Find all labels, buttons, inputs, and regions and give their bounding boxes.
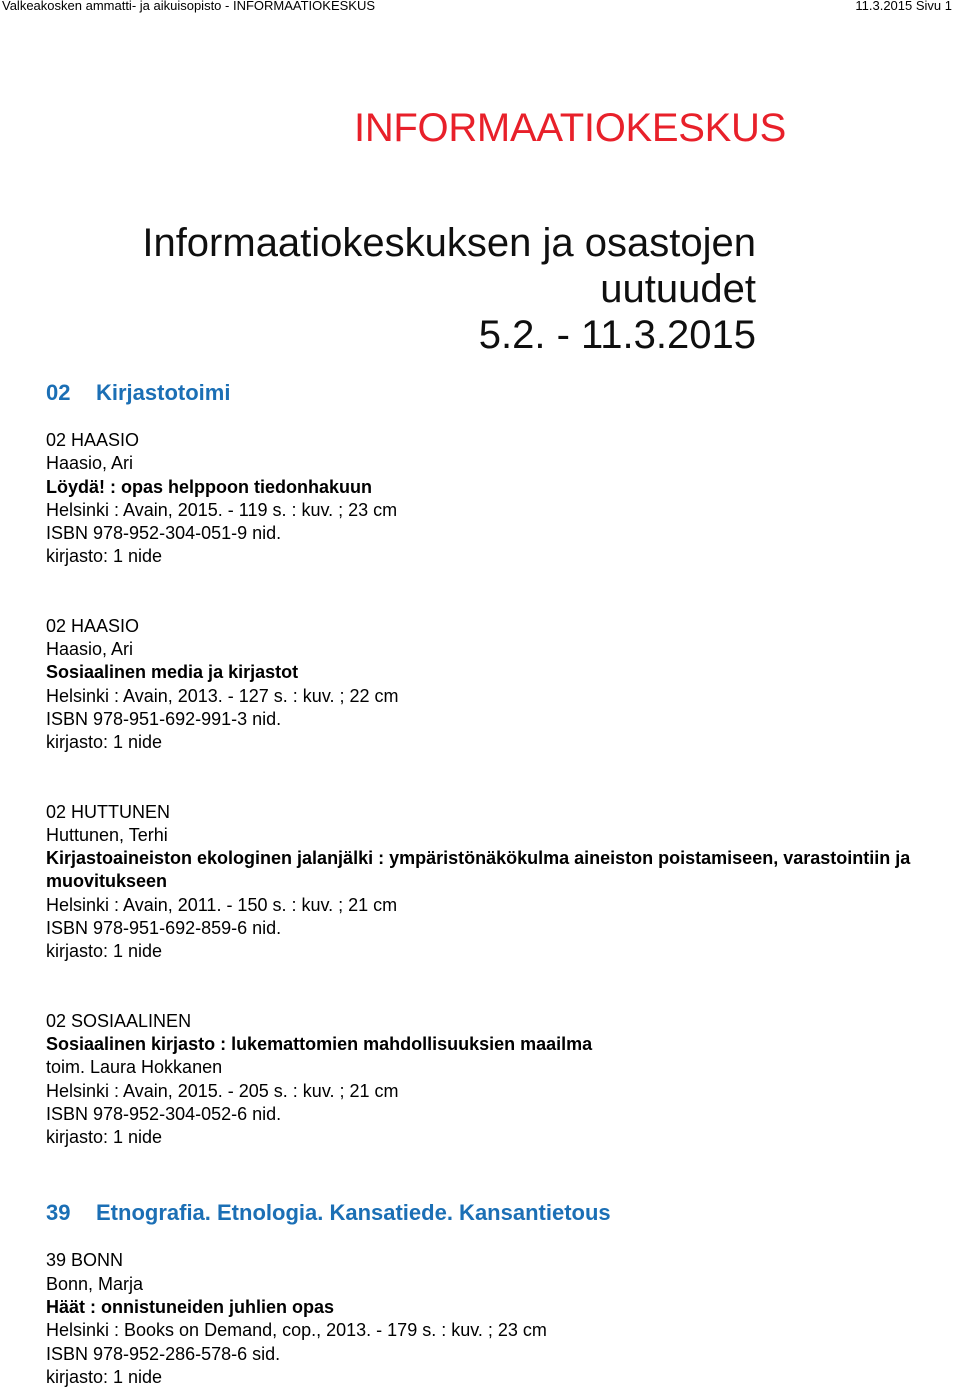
section-number: 39 xyxy=(46,1200,71,1226)
holdings: kirjasto: 1 nide xyxy=(46,1127,163,1148)
author: Huttunen, Terhi xyxy=(46,824,168,845)
page-header xyxy=(0,0,960,14)
section-etnografia xyxy=(46,1200,936,1389)
publication-info: Helsinki : Books on Demand, cop., 2013. - 179 s. : kuv. ; 23 cm xyxy=(46,1320,547,1341)
header-date-page: 11.3.2015 Sivu 1 xyxy=(855,0,952,13)
document-content xyxy=(46,380,936,1389)
list-item xyxy=(46,801,936,964)
author: Haasio, Ari xyxy=(46,639,134,660)
holdings: kirjasto: 1 nide xyxy=(46,546,163,567)
shelf-mark: 02 HAASIO xyxy=(46,615,140,636)
site-title: INFORMAATIOKESKUS xyxy=(354,106,786,150)
section-heading xyxy=(46,1200,936,1226)
section-heading xyxy=(46,380,936,406)
book-title: Kirjastoaineiston ekologinen jalanjälki : ympäristönäkökulma aineiston poistamiseen, varastointiin ja muovitukseen xyxy=(46,848,911,892)
author: Bonn, Marja xyxy=(46,1273,144,1294)
shelf-mark: 02 HAASIO xyxy=(46,430,140,450)
isbn: ISBN 978-952-304-051-9 nid. xyxy=(46,523,282,544)
main-heading-line-2: 5.2. - 11.3.2015 xyxy=(478,313,756,357)
publication-info: Helsinki : Avain, 2011. - 150 s. : kuv. ; 21 cm xyxy=(46,894,398,915)
main-heading-line-1: Informaatiokeskuksen ja osastojen uutuudet xyxy=(142,221,756,311)
book-title: Häät : onnistuneiden juhlien opas xyxy=(46,1297,335,1318)
editor: toim. Laura Hokkanen xyxy=(46,1057,223,1078)
main-heading xyxy=(56,220,756,358)
isbn: ISBN 978-952-304-052-6 nid. xyxy=(46,1103,282,1124)
list-item xyxy=(46,429,936,569)
holdings: kirjasto: 1 nide xyxy=(46,732,163,753)
list-item xyxy=(46,1010,936,1150)
shelf-mark: 02 HUTTUNEN xyxy=(46,801,171,822)
book-title: Sosiaalinen kirjasto : lukemattomien mahdollisuuksien maailma xyxy=(46,1033,593,1054)
header-source: Valkeakosken ammatti- ja aikuisopisto - INFORMAATIOKESKUS xyxy=(2,0,376,13)
isbn: ISBN 978-951-692-859-6 nid. xyxy=(46,918,282,939)
author: Haasio, Ari xyxy=(46,453,134,474)
book-title: Sosiaalinen media ja kirjastot xyxy=(46,662,299,683)
section-name: Etnografia. Etnologia. Kansatiede. Kansantietous xyxy=(96,1200,611,1226)
publication-info: Helsinki : Avain, 2015. - 119 s. : kuv. ; 23 cm xyxy=(46,499,398,520)
list-item xyxy=(46,615,936,755)
section-kirjastotoimi xyxy=(46,380,936,1149)
publication-info: Helsinki : Avain, 2015. - 205 s. : kuv. ; 21 cm xyxy=(46,1080,399,1101)
publication-info: Helsinki : Avain, 2013. - 127 s. : kuv. ; 22 cm xyxy=(46,685,399,706)
list-item xyxy=(46,1249,936,1389)
holdings: kirjasto: 1 nide xyxy=(46,941,163,962)
section-number: 02 xyxy=(46,380,71,405)
section-name: Kirjastotoimi xyxy=(96,380,231,405)
isbn: ISBN 978-951-692-991-3 nid. xyxy=(46,708,282,729)
isbn: ISBN 978-952-286-578-6 sid. xyxy=(46,1343,281,1364)
holdings: kirjasto: 1 nide xyxy=(46,1366,163,1387)
book-title: Löydä! : opas helppoon tiedonhakuun xyxy=(46,476,372,497)
shelf-mark: 02 SOSIAALINEN xyxy=(46,1010,192,1031)
shelf-mark: 39 BONN xyxy=(46,1250,124,1271)
